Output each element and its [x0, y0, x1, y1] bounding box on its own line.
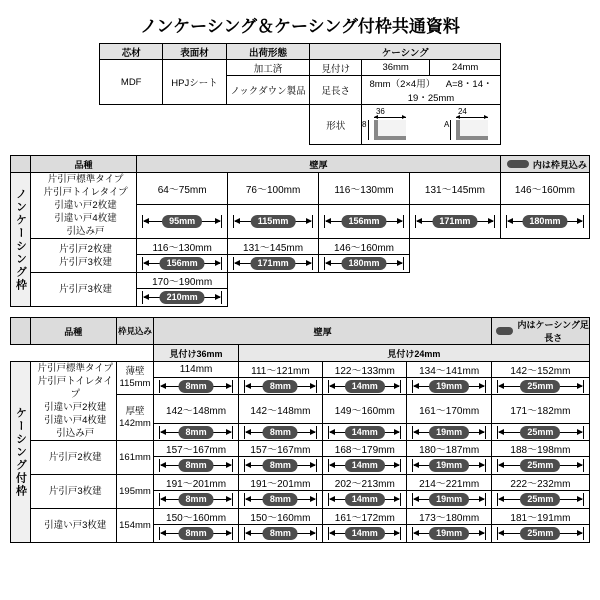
casing-r0-mikomi	[116, 362, 154, 395]
casing-side-label: ケーシング付枠	[11, 362, 31, 543]
casing-r3-mikomi: 195mm	[116, 475, 154, 509]
casing-r2-mikomi: 161mm	[116, 441, 154, 475]
g1-bar-1	[228, 205, 319, 239]
c1-bar-4	[491, 424, 589, 441]
c1-pill-2: 14mm	[345, 426, 385, 439]
c0-range-0: 114mm	[154, 362, 238, 378]
g3-bar-0	[137, 289, 228, 307]
g3-range-0: 170～190mm	[137, 273, 228, 289]
casing-header-wakumikomi: 枠見込み	[116, 318, 154, 345]
spec-shipping-value-1: 加工済	[226, 60, 310, 76]
g1-pill-0: 95mm	[162, 215, 202, 228]
c1-range-0: 142～148mm	[154, 395, 238, 424]
c4-range-2: 161～172mm	[323, 509, 407, 525]
c2-pill-4: 25mm	[520, 459, 560, 472]
g2-range-1: 131～145mm	[228, 239, 319, 255]
c0-bar-4	[491, 378, 589, 395]
legend-swatch-icon-2	[496, 327, 514, 335]
casing-36-width-label: 36	[375, 106, 385, 116]
non-casing-header-kabeatsu: 壁厚	[137, 156, 501, 173]
casing-36-height-label: 8	[361, 119, 367, 129]
c4-bar-1	[238, 525, 322, 543]
c1-bar-3	[407, 424, 491, 441]
c0-range-1: 111～121mm	[238, 362, 322, 378]
c2-pill-1: 8mm	[263, 459, 298, 472]
g1-pill-2: 156mm	[341, 215, 386, 228]
spec-header-shipping: 出荷形態	[226, 44, 310, 60]
c0-pill-4: 25mm	[520, 380, 560, 393]
legend-swatch-icon	[507, 160, 529, 168]
casing-r0-ranges	[11, 362, 590, 378]
c2-bar-0	[154, 457, 238, 475]
non-casing-g1-label	[30, 173, 136, 239]
c0-label-0: 片引戸標準タイプ	[37, 363, 113, 374]
spec-header-surface: 表面材	[163, 44, 226, 60]
c2-bar-2	[323, 457, 407, 475]
g1-pill-4: 180mm	[522, 215, 567, 228]
c2-bar-1	[238, 457, 322, 475]
c4-range-3: 173～180mm	[407, 509, 491, 525]
casing-r3-ranges	[11, 475, 590, 491]
c0-label-2: 引違い戸2枚建	[44, 402, 107, 413]
c3-bar-2	[323, 491, 407, 509]
c4-bar-2	[323, 525, 407, 543]
c1-pill-3: 19mm	[429, 426, 469, 439]
non-casing-side-label: ノンケーシング枠	[11, 173, 31, 307]
spec-ashinaga-values	[361, 76, 500, 105]
c3-range-2: 202～213mm	[323, 475, 407, 491]
g3-pill-0: 210mm	[160, 291, 205, 304]
c2-pill-0: 8mm	[179, 459, 214, 472]
c1-range-3: 161～170mm	[407, 395, 491, 424]
casing-profile-24-diagram	[444, 108, 500, 142]
g1-bar-4	[500, 205, 589, 239]
c0-range-2: 122～133mm	[323, 362, 407, 378]
casing-24-width-label: 24	[457, 106, 467, 116]
non-casing-g2-ranges	[11, 239, 590, 255]
spec-core-value: MDF	[100, 60, 163, 105]
c2-pill-2: 14mm	[345, 459, 385, 472]
g1-bar-2	[319, 205, 410, 239]
g2-bar-1	[228, 255, 319, 273]
c0-mikomi-1: 115mm	[119, 378, 151, 389]
c1-mikomi-1: 142mm	[119, 417, 151, 429]
c4-bar-4	[491, 525, 589, 543]
c2-bar-4	[491, 457, 589, 475]
c1-range-2: 149～160mm	[323, 395, 407, 424]
non-casing-header-hinshu: 品種	[30, 156, 136, 173]
c3-pill-2: 14mm	[345, 493, 385, 506]
g2-range-0: 116～130mm	[137, 239, 228, 255]
c1-bar-0	[154, 424, 238, 441]
g1-range-1: 76～100mm	[228, 173, 319, 205]
spec-ashinaga-label: 足長さ	[310, 76, 362, 105]
c4-pill-1: 8mm	[263, 527, 298, 540]
g1-bar-0	[137, 205, 228, 239]
casing-r3-label: 片引戸3枚建	[30, 475, 116, 509]
casing-r2-label: 片引戸2枚建	[30, 441, 116, 475]
casing-24-height-label: A	[443, 119, 450, 129]
spec-shape-label: 形状	[310, 105, 362, 145]
non-casing-g3-ranges	[11, 273, 590, 289]
g2-pill-0: 156mm	[160, 257, 205, 270]
c2-pill-3: 19mm	[429, 459, 469, 472]
c2-range-0: 157～167mm	[154, 441, 238, 457]
c1-range-4: 171～182mm	[491, 395, 589, 424]
c3-pill-0: 8mm	[179, 493, 214, 506]
c3-range-3: 214～221mm	[407, 475, 491, 491]
c0-pill-0: 8mm	[179, 380, 214, 393]
casing-table	[10, 317, 590, 543]
non-casing-table	[10, 155, 590, 307]
c0-pill-3: 19mm	[429, 380, 469, 393]
g1-label-2: 引違い戸2枚建	[54, 200, 117, 211]
c0-label-1: 片引戸トイレタイプ	[37, 376, 113, 400]
c0-label-3: 引違い戸4枚建	[44, 415, 107, 426]
g2-label-1: 片引戸3枚建	[59, 256, 112, 268]
c3-range-1: 191～201mm	[238, 475, 322, 491]
casing-r4-ranges	[11, 509, 590, 525]
c1-mikomi-0: 厚壁	[125, 405, 145, 417]
spec-casing-24-label: 24mm	[430, 60, 501, 76]
spec-table	[99, 43, 501, 145]
c0-bar-2	[323, 378, 407, 395]
spec-header-core: 芯材	[100, 44, 163, 60]
casing-r1-mikomi	[116, 395, 154, 441]
c2-range-2: 168～179mm	[323, 441, 407, 457]
c3-pill-1: 8mm	[263, 493, 298, 506]
c0-bar-1	[238, 378, 322, 395]
c4-range-4: 181～191mm	[491, 509, 589, 525]
spec-ashinaga-36: 8mm（2×4用）	[369, 79, 436, 90]
g2-range-2: 146～160mm	[319, 239, 410, 255]
g1-pill-1: 115mm	[251, 215, 296, 228]
g3-label-0: 片引戸3枚建	[59, 284, 112, 295]
c4-pill-0: 8mm	[179, 527, 214, 540]
c3-range-4: 222～232mm	[491, 475, 589, 491]
spec-row-values	[100, 60, 501, 76]
spec-surface-value: HPJシート	[163, 60, 226, 105]
non-casing-g2-label	[30, 239, 136, 273]
g1-label-4: 引込み戸	[66, 226, 105, 237]
c3-pill-3: 19mm	[429, 493, 469, 506]
spec-row-shape	[100, 105, 501, 145]
c0-pill-2: 14mm	[345, 380, 385, 393]
g1-range-0: 64～75mm	[137, 173, 228, 205]
c1-pill-1: 8mm	[263, 426, 298, 439]
spec-shape-figures	[361, 105, 500, 145]
c4-range-1: 150～160mm	[238, 509, 322, 525]
c0-pill-1: 8mm	[263, 380, 298, 393]
spec-casing-mitsuke-label: 見付け	[310, 60, 362, 76]
c3-bar-4	[491, 491, 589, 509]
c1-bar-1	[238, 424, 322, 441]
g2-pill-1: 171mm	[251, 257, 296, 270]
casing-note	[491, 318, 589, 345]
c0-range-3: 134～141mm	[407, 362, 491, 378]
c3-pill-4: 25mm	[520, 493, 560, 506]
c4-pill-2: 14mm	[345, 527, 385, 540]
non-casing-g3-label	[30, 273, 136, 307]
c4-bar-3	[407, 525, 491, 543]
c3-bar-0	[154, 491, 238, 509]
spec-header-row	[100, 44, 501, 60]
casing-r4-label: 引違い戸3枚建	[30, 509, 116, 543]
casing-r4-mikomi: 154mm	[116, 509, 154, 543]
casing-r2-ranges	[11, 441, 590, 457]
g2-bar-2	[319, 255, 410, 273]
c1-range-1: 142～148mm	[238, 395, 322, 424]
casing-r0-label	[30, 362, 116, 441]
g1-range-2: 116～130mm	[319, 173, 410, 205]
g1-range-3: 131～145mm	[409, 173, 500, 205]
casing-header-hinshu: 品種	[30, 318, 116, 345]
g2-label-0: 片引戸2枚建	[59, 243, 112, 255]
casing-header-row-1	[11, 318, 590, 345]
g1-label-0: 片引戸標準タイプ	[47, 174, 124, 185]
c1-pill-4: 25mm	[520, 426, 560, 439]
c3-bar-1	[238, 491, 322, 509]
c2-bar-3	[407, 457, 491, 475]
c4-bar-0	[154, 525, 238, 543]
c2-range-3: 180～187mm	[407, 441, 491, 457]
c2-range-4: 188～198mm	[491, 441, 589, 457]
c3-bar-3	[407, 491, 491, 509]
c1-pill-0: 8mm	[179, 426, 214, 439]
c4-pill-3: 19mm	[429, 527, 469, 540]
non-casing-note	[500, 156, 589, 173]
spec-shipping-value-2: ノックダウン製品	[226, 76, 310, 105]
g1-range-4: 146～160mm	[500, 173, 589, 205]
g2-bar-0	[137, 255, 228, 273]
non-casing-note-text: 内は枠見込み	[532, 159, 587, 170]
g1-bar-3	[409, 205, 500, 239]
non-casing-header-row	[11, 156, 590, 173]
casing-note-text: 内はケーシング足長さ	[517, 320, 589, 343]
c2-range-1: 157～167mm	[238, 441, 322, 457]
casing-header-mitsuke24: 見付け24mm	[238, 345, 589, 362]
c3-range-0: 191～201mm	[154, 475, 238, 491]
g1-pill-3: 171mm	[432, 215, 477, 228]
casing-profile-36-diagram	[362, 108, 418, 142]
c4-range-0: 150～160mm	[154, 509, 238, 525]
g2-pill-2: 180mm	[341, 257, 386, 270]
c1-bar-2	[323, 424, 407, 441]
spec-header-casing: ケーシング	[310, 44, 501, 60]
spec-ashinaga-24: A=8・14・19・25mm	[407, 79, 493, 104]
g1-label-1: 片引戸トイレタイプ	[43, 187, 128, 198]
c0-label-4: 引込み戸	[56, 428, 95, 439]
spec-casing-36-label: 36mm	[361, 60, 429, 76]
c4-pill-4: 25mm	[520, 527, 560, 540]
c0-range-4: 142～152mm	[491, 362, 589, 378]
page-title: ノンケーシング＆ケーシング付枠共通資料	[140, 17, 460, 36]
casing-header-mitsuke36: 見付け36mm	[154, 345, 238, 362]
g1-label-3: 引違い戸4枚建	[54, 213, 117, 224]
c0-bar-3	[407, 378, 491, 395]
c0-mikomi-0: 薄壁	[125, 366, 145, 377]
casing-header-kabeatsu: 壁厚	[154, 318, 491, 345]
c0-bar-0	[154, 378, 238, 395]
non-casing-g1-ranges	[11, 173, 590, 205]
casing-header-row-2	[11, 345, 590, 362]
